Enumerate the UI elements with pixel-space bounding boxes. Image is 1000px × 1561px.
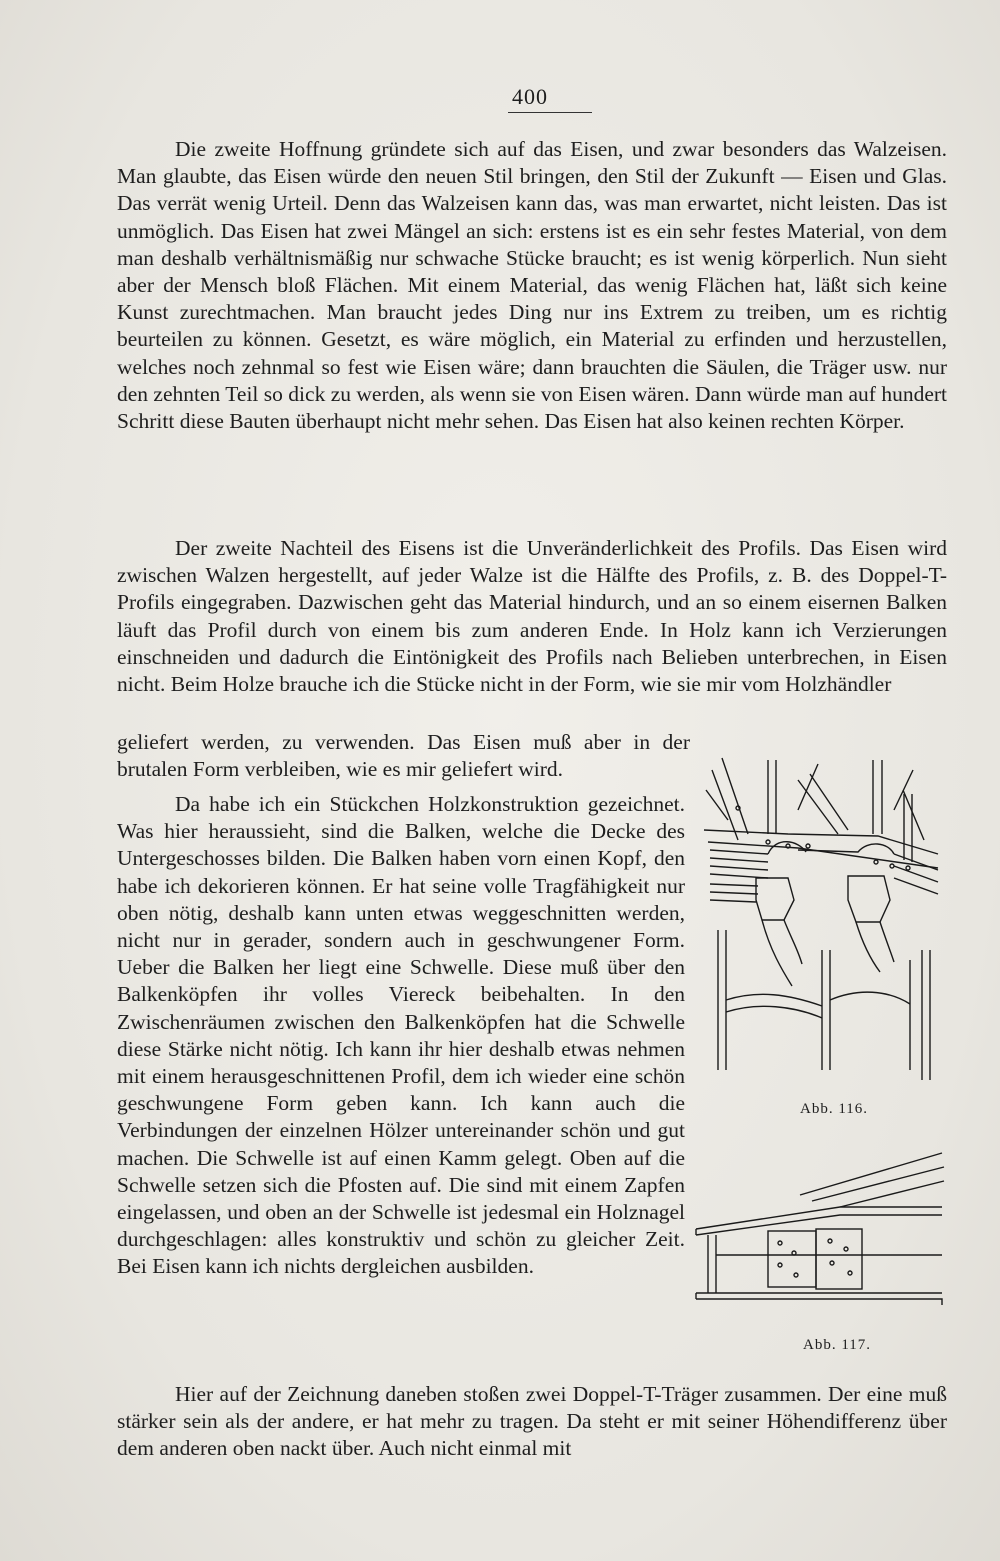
caption-figure-116: Abb. 116. [800,1101,869,1117]
paragraph-profile-disadvantage: Der zweite Nachteil des Eisens ist die Unveränderlichkeit des Profils. Das Eisen wird zwischen Walzen hergestellt, auf jeder Walze ist die Hälfte des Profils, z. B. des Doppel-T-Profils eingegraben. Dazwischen geht das Material hindurch, und an so einem eisernen Balken läuft das Profil durch von einem bis zum anderen Ende. In Holz kann ich Verzierungen einschneiden und dadurch die Eintönigkeit des Profils nach Belieben unterbrechen, in Eisen nicht. Beim Holze brauche ich die Stücke nicht in der Form, wie sie mir vom Holzhändler [117,536,947,697]
page-number: 400 [508,84,592,113]
paragraph-iron-hope: Die zweite Hoffnung gründete sich auf das Eisen, und zwar besonders das Walzeisen. Man glaubte, das Eisen würde den neuen Stil bringen, den Stil der Zukunft — Eisen und Glas. Das verrät wenig Urteil. Denn das Walzeisen kann das, was man erwartet, nicht leisten. Das ist unmöglich. Das Eisen hat zwei Mängel an sich: erstens ist es ein sehr festes Material, von dem man deshalb verhältnismäßig nur schwache Stücke braucht; es ist wenig körperlich. Nun sieht aber der Mensch bloß Flächen. Mit einem Material, das wenig Flächen hat, läßt sich keine Kunst zurechtmachen. Man braucht jedes Ding nur ins Extrem zu treiben, um es richtig beurteilen zu können. Gesetzt, es wäre möglich, ein Material zu erfinden und herzustellen, welches noch zehnmal so fest wie Eisen wäre; dann brauchten die Säulen, die Träger usw. nur den zehnten Teil so dick zu werden, als wenn sie von Eisen wären. Dann würde man auf hundert Schritt diese Bauten überhaupt nicht mehr sehen. Das Eisen hat also keinen rechten Körper. [117,137,947,434]
caption-figure-117: Abb. 117. [803,1337,872,1353]
paragraph-double-t-beams: Hier auf der Zeichnung daneben stoßen zwei Doppel-T-Träger zusammen. Der eine muß stärker sein als der andere, er hat mehr zu tragen. Da steht er mit seiner Höhendifferenz über dem anderen oben nackt über. Auch nicht einmal mit [117,1382,947,1461]
paragraph-brutal-form: geliefert werden, zu verwenden. Das Eisen muß aber in der brutalen Form verbleiben, wie es mir geliefert wird. [117,730,690,782]
paragraph-wood-construction: Da habe ich ein Stückchen Holzkonstruktion gezeichnet. Was hier heraussieht, sind die Balken, welche die Decke des Untergeschosses bilden. Die Balken haben vorn einen Kopf, den habe ich dekorieren können. Er hat seine volle Tragfähigkeit nur oben nötig, deshalb kann unten etwas weggeschnitten werden, nicht nur in gerader, sondern auch in geschwungener Form. Ueber die Balken her liegt eine Schwelle. Diese muß über den Balkenköpfen ihr volles Viereck beibehalten. In den Zwischenräumen zwischen den Balkenköpfen hat die Schwelle diese Stärke nicht nötig. Ich kann ihr hier deshalb etwas nehmen mit einem herausgeschnittenen Profil, dem ich wieder eine schön geschwungene Form geben kann. Ich kann auch die Verbindungen der einzelnen Hölzer untereinander schön und gut machen. Die Schwelle ist auf einen Kamm gelegt. Oben auf die Schwelle setzen sich die Pfosten auf. Die sind mit einem Zapfen eingelassen, und oben an der Schwelle ist jedesmal ein Holznagel durchgeschlagen: alles konstruktiv und schön zu gleicher Zeit. Bei Eisen kann ich nichts dergleichen ausbilden. [117,792,685,1279]
figure-wood-beam-construction [698,750,956,1090]
figure-double-t-girders [690,1145,952,1325]
